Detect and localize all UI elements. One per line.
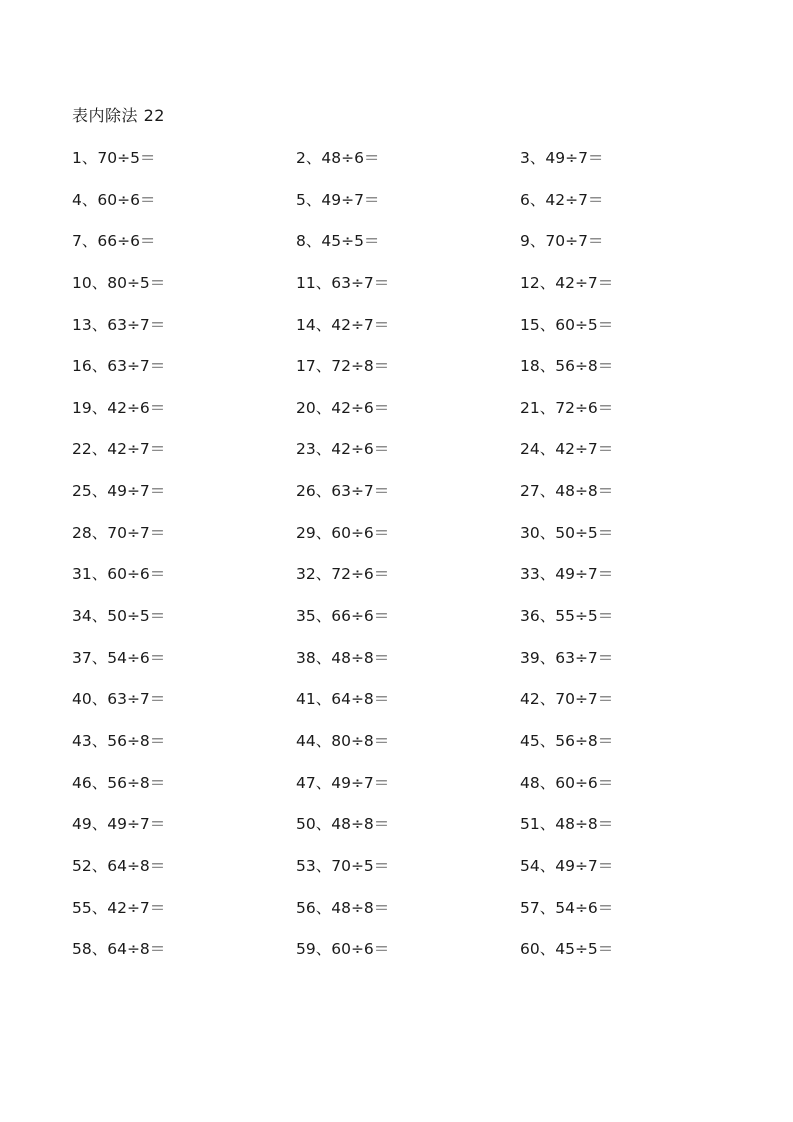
division-problem: 53、70÷5＝ [296,856,390,875]
division-problem: 50、48÷8＝ [296,815,390,834]
division-problem: 34、50÷5＝ [72,607,166,626]
division-problem: 60、45÷5＝ [520,940,614,959]
division-problem: 10、80÷5＝ [72,273,166,292]
division-problem: 51、48÷8＝ [520,815,614,834]
division-problem: 17、72÷8＝ [296,357,390,376]
division-problem: 16、63÷7＝ [72,357,166,376]
division-problem: 8、45÷5＝ [296,232,380,251]
division-problem: 29、60÷6＝ [296,523,390,542]
division-problem: 15、60÷5＝ [520,315,614,334]
division-problem: 46、56÷8＝ [72,773,166,792]
division-problem: 26、63÷7＝ [296,482,390,501]
division-problem: 42、70÷7＝ [520,690,614,709]
division-problem: 58、64÷8＝ [72,940,166,959]
division-problem: 5、49÷7＝ [296,190,380,209]
division-problem: 52、64÷8＝ [72,856,166,875]
problem-grid [72,147,732,980]
division-problem: 12、42÷7＝ [520,273,614,292]
division-problem: 41、64÷8＝ [296,690,390,709]
division-problem: 14、42÷7＝ [296,315,390,334]
division-problem: 1、70÷5＝ [72,149,156,167]
division-problem: 54、49÷7＝ [520,856,614,875]
division-problem: 2、48÷6＝ [296,149,380,167]
division-problem: 56、48÷8＝ [296,898,390,917]
division-problem: 6、42÷7＝ [520,190,604,209]
division-problem: 4、60÷6＝ [72,190,156,209]
division-problem: 47、49÷7＝ [296,773,390,792]
division-problem: 44、80÷8＝ [296,731,390,750]
division-problem: 20、42÷6＝ [296,398,390,417]
division-problem: 36、55÷5＝ [520,607,614,626]
division-problem: 40、63÷7＝ [72,690,166,709]
division-problem: 25、49÷7＝ [72,482,166,501]
division-problem: 19、42÷6＝ [72,398,166,417]
division-problem: 28、70÷7＝ [72,523,166,542]
division-problem: 9、70÷7＝ [520,232,604,251]
division-problem: 7、66÷6＝ [72,232,156,251]
division-problem: 35、66÷6＝ [296,607,390,626]
division-problem: 59、60÷6＝ [296,940,390,959]
division-problem: 11、63÷7＝ [296,273,390,292]
division-problem: 3、49÷7＝ [520,149,604,167]
division-problem: 49、49÷7＝ [72,815,166,834]
division-problem: 23、42÷6＝ [296,440,390,459]
worksheet-title: 表内除法 22 [72,106,165,125]
division-problem: 33、49÷7＝ [520,565,614,584]
division-problem: 55、42÷7＝ [72,898,166,917]
division-problem: 22、42÷7＝ [72,440,166,459]
division-problem: 37、54÷6＝ [72,648,166,667]
division-problem: 27、48÷8＝ [520,482,614,501]
division-problem: 24、42÷7＝ [520,440,614,459]
division-problem: 31、60÷6＝ [72,565,166,584]
division-problem: 43、56÷8＝ [72,731,166,750]
division-problem: 13、63÷7＝ [72,315,166,334]
division-problem: 32、72÷6＝ [296,565,390,584]
division-problem: 30、50÷5＝ [520,523,614,542]
division-problem: 45、56÷8＝ [520,731,614,750]
division-problem: 48、60÷6＝ [520,773,614,792]
division-problem: 18、56÷8＝ [520,357,614,376]
division-problem: 57、54÷6＝ [520,898,614,917]
division-problem: 38、48÷8＝ [296,648,390,667]
division-problem: 21、72÷6＝ [520,398,614,417]
division-problem: 39、63÷7＝ [520,648,614,667]
